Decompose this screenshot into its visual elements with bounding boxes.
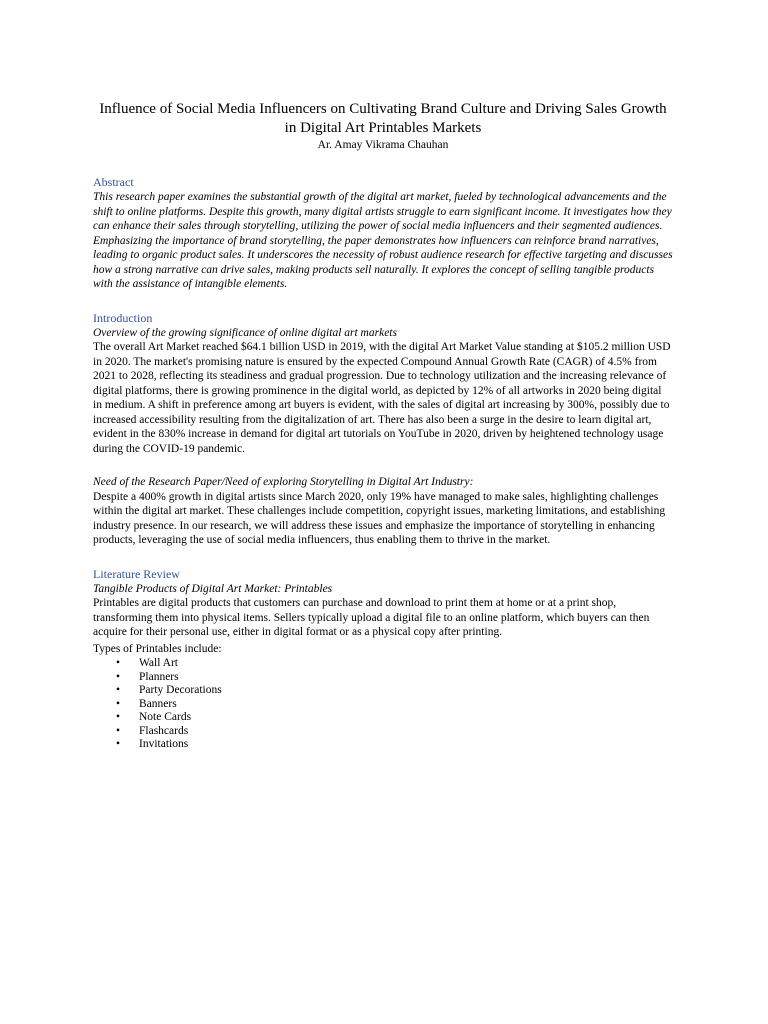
list-item-label: Invitations	[139, 738, 189, 750]
abstract-text: This research paper examines the substantial growth of the digital art market, fueled by technological advancements and the shift to online platforms. Despite this growth, many digital artists struggle to earn significant income. It investigates how they can enhance their sales through storytelling, utilizing the power of social media influencers and their segmented audiences. Emphasizing the importance of brand storytelling, the paper demonstrates how influencers can reinforce brand narratives, leading to organic product sales. It underscores the necessity of robust audience research for effective targeting and discusses how a strong narrative can drive sales, making products sell naturally. It explores the concept of selling tangible products with the assistance of intangible elements.	[93, 191, 673, 290]
list-item	[93, 671, 673, 685]
list-item	[93, 711, 673, 725]
introduction-need-text: Despite a 400% growth in digital artists since March 2020, only 19% have managed to make sales, highlighting challenges within the digital art market. These challenges include competition, copyright issues, marketing limitations, and establishing industry presence. In our research, we will address these issues and emphasize the importance of storytelling in enhancing products, leveraging the use of social media influencers, thus enabling them to thrive in the market.	[93, 490, 666, 546]
bullet-icon: •	[116, 670, 121, 683]
page-content	[93, 100, 673, 752]
list-item-label: Planners	[139, 670, 179, 683]
bullet-icon: •	[116, 697, 121, 710]
literature-review-heading: Literature Review	[93, 566, 180, 581]
list-item-label: Party Decorations	[139, 684, 222, 696]
bullet-icon: •	[116, 657, 121, 669]
paper-author: Ar. Amay Vikrama Chauhan	[317, 139, 449, 151]
introduction-heading: Introduction	[93, 310, 153, 325]
list-item	[93, 698, 673, 712]
list-item	[93, 725, 673, 739]
bullet-icon: •	[116, 684, 121, 696]
bullet-icon: •	[116, 711, 121, 723]
list-item	[93, 657, 673, 671]
literature-subheading-printables: Tangible Products of Digital Art Market: Printables	[93, 582, 333, 595]
list-item-label: Banners	[139, 697, 177, 710]
list-item-label: Note Cards	[139, 711, 192, 723]
introduction-subheading-overview: Overview of the growing significance of online digital art markets	[93, 326, 397, 339]
printables-types-label: Types of Printables include:	[93, 642, 222, 655]
abstract-heading: Abstract	[93, 175, 134, 189]
list-item	[93, 738, 673, 752]
literature-printables-text: Printables are digital products that customers can purchase and download to print them at home or at a print shop, transforming them into physical items. Sellers typically upload a digital file to an online platform, which buyers can then acquire for their personal use, either in digital format or as a physical copy after printing.	[93, 597, 650, 638]
bullet-icon: •	[116, 738, 121, 750]
printables-types-list	[93, 657, 673, 752]
paper-title: Influence of Social Media Influencers on Cultivating Brand Culture and Driving Sales Growth in Digital Art Printables Markets	[99, 101, 667, 136]
list-item	[93, 684, 673, 698]
introduction-overview-text: The overall Art Market reached $64.1 billion USD in 2019, with the digital Art Market Value standing at $105.2 million USD in 2020. The market's promising nature is ensured by the expected Compound Annual Growth Rate (CAGR) of 4.5% from 2021 to 2028, reflecting its steadiness and gradual progression. Due to technology utilization and the increasing relevance of digital platforms, there is growing prominence in the digital world, as depicted by 12% of all artworks in 2020 being digital in medium. A shift in preference among art buyers is evident, with the sales of digital art increasing by 300%, possibly due to increased accessibility resulting from the digitalization of art. There has also been a surge in the desire to learn digital art, evident in the 830% increase in demand for digital art tutorials on YouTube in 2020, driven by heightened technology usage during the COVID-19 pandemic.	[93, 341, 671, 455]
list-item-label: Wall Art	[139, 657, 178, 669]
introduction-subheading-need: Need of the Research Paper/Need of exploring Storytelling in Digital Art Industry:	[93, 476, 474, 488]
bullet-icon: •	[116, 724, 121, 737]
list-item-label: Flashcards	[139, 724, 189, 737]
